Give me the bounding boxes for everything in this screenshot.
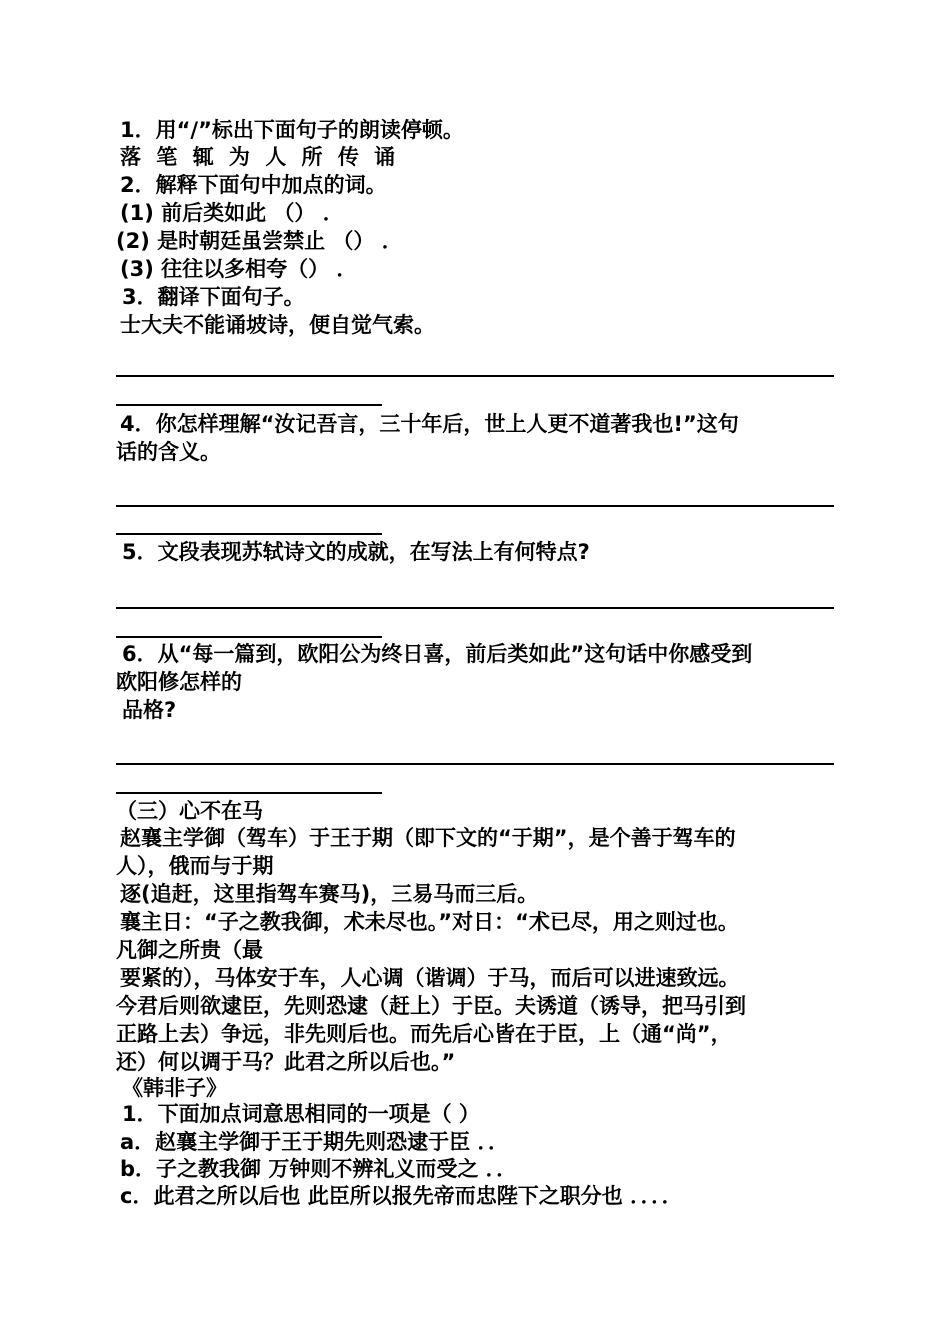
passage-line: 还）何以调于马？此君之所以后也。” xyxy=(116,1050,456,1074)
q2-item-3: (3) 往往以多相夸（） ． xyxy=(120,257,358,281)
passage-line: 今君后则欲逮臣，先则恐逮（赶上）于臣。夫诱道（诱导，把马引到 xyxy=(116,994,746,1018)
section-heading: （三）心不在马 xyxy=(116,799,263,823)
q2-title: 2．解释下面句中加点的词。 xyxy=(120,173,387,197)
q3-title: 3．翻译下面句子。 xyxy=(122,285,305,309)
passage-line: 人），俄而与于期 xyxy=(116,854,274,878)
q2-item-2: (2) 是时朝廷虽尝禁止 （） ． xyxy=(116,229,403,253)
q6-line-3: 品格? xyxy=(122,698,177,722)
q6-line-1: 6．从“每一篇到，欧阳公为终日喜，前后类如此”这句话中你感受到 xyxy=(122,642,753,666)
option-b: b．子之教我御 万钟则不辨礼义而受之 ．． xyxy=(120,1157,518,1181)
option-c: c．此君之所以后也 此臣所以报先帝而忠陛下之职分也 ．．．． xyxy=(120,1184,683,1208)
q4-line-1: 4．你怎样理解“汝记吾言，三十年后，世上人更不道著我也!”这句 xyxy=(120,412,739,436)
passage-line: 赵襄主学御（驾车）于王于期（即下文的“于期”，是个善于驾车的 xyxy=(120,826,736,850)
passage-line: 正路上去）争远，非先则后也。而先后心皆在于臣，上（通“尚”， xyxy=(116,1022,732,1046)
q2-item-1: (1) 前后类如此 （） ． xyxy=(120,201,344,225)
answer-line xyxy=(116,763,834,765)
option-a: a．赵襄主学御于王于期先则恐逮于臣 ．． xyxy=(120,1130,509,1154)
passage-line: 襄主日：“子之教我御，术未尽也。”对日：“术已尽，用之则过也。 xyxy=(120,910,739,934)
answer-line xyxy=(116,607,834,609)
answer-line xyxy=(116,505,834,507)
q1-title: 1．用“/”标出下面句子的朗读停顿。 xyxy=(120,118,464,142)
q6-line-2: 欧阳修怎样的 xyxy=(116,670,242,694)
answer-line-short xyxy=(116,404,382,406)
q3-sentence: 士大夫不能诵坡诗，便自觉气索。 xyxy=(120,313,435,337)
section3-q1-title: 1．下面加点词意思相同的一项是（ ） xyxy=(122,1102,480,1126)
answer-line-short xyxy=(116,533,382,535)
q5-title: 5．文段表现苏轼诗文的成就，在写法上有何特点? xyxy=(122,540,590,564)
answer-line xyxy=(116,375,834,377)
answer-line-short xyxy=(116,792,382,794)
passage-line: 凡御之所贵（最 xyxy=(116,938,263,962)
q1-sentence: 落 笔 辄 为 人 所 传 诵 xyxy=(120,145,400,169)
passage-line: 逐(追赶，这里指驾车赛马)，三易马而三后。 xyxy=(120,882,539,906)
passage-source: 《韩非子》 xyxy=(122,1076,227,1100)
passage-line: 要紧的），马体安于车，人心调（谐调）于马，而后可以进速致远。 xyxy=(120,966,740,990)
q4-line-2: 话的含义。 xyxy=(116,440,221,464)
answer-line-short xyxy=(116,636,382,638)
